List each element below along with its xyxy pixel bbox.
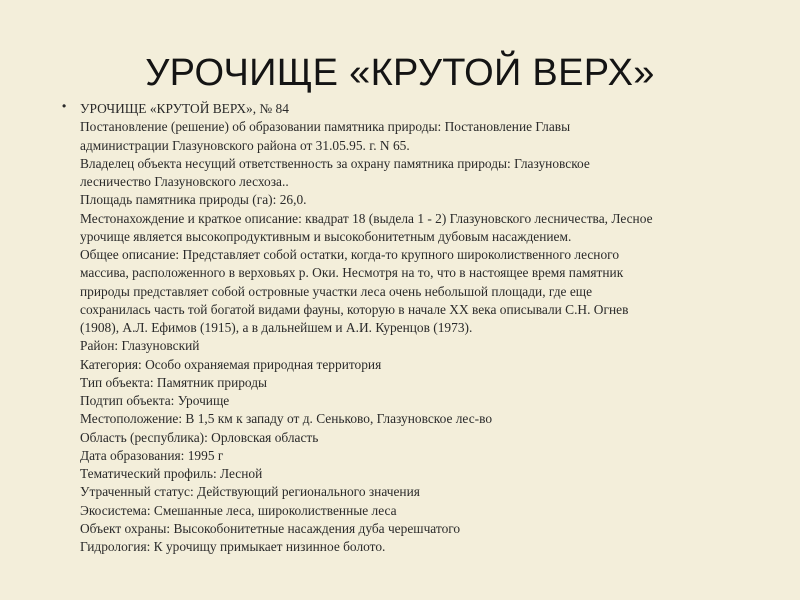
body-line-general: Общее описание: Представляет собой остатки, когда-то крупного широколиственного лесного <box>80 247 620 262</box>
slide-body <box>80 100 792 556</box>
body-line-location-desc-cont: урочище является высокопродуктивным и высокобонитетным дубовым насаждением. <box>80 228 572 244</box>
body-line-heading: УРОЧИЩЕ «КРУТОЙ ВЕРХ», № 84 <box>80 101 289 116</box>
bullet-icon: • <box>62 99 67 113</box>
body-line-area: Площадь памятника природы (га): 26,0. <box>80 192 307 208</box>
body-line-decree-cont: администрации Глазуновского района от 31.05.95. г. N 65. <box>80 137 410 153</box>
body-line-profile: Тематический профиль: Лесной <box>80 466 263 481</box>
body-line-object-subtype: Подтип объекта: Урочище <box>80 393 230 408</box>
slide-title: УРОЧИЩЕ «КРУТОЙ ВЕРХ» <box>145 52 655 94</box>
body-line-location-desc: Местонахождение и краткое описание: квадрат 18 (выдела 1 - 2) Глазуновского лесничества, Лесное <box>80 210 653 226</box>
body-line-status: Утраченный статус: Действующий регионального значения <box>80 484 420 500</box>
body-line-decree: Постановление (решение) об образовании памятника природы: Постановление Главы <box>80 119 571 135</box>
body-line-owner: Владелец объекта несущий ответственность за охрану памятника природы: Глазуновское <box>80 155 590 171</box>
body-line-district: Район: Глазуновский <box>80 338 200 354</box>
body-line-general-2: массива, расположенного в верховьях р. Оки. Несмотря на то, что в настоящее время памятник <box>80 265 624 281</box>
body-line-category: Категория: Особо охраняемая природная территория <box>80 356 382 372</box>
body-line-position: Местоположение: В 1,5 км к западу от д. Сеньково, Глазуновское лес-во <box>80 411 493 427</box>
body-line-hydrology: Гидрология: К урочищу примыкает низинное болото. <box>80 539 386 554</box>
body-line-protection-object: Объект охраны: Высокобонитетные насаждения дуба черешчатого <box>80 520 461 536</box>
body-line-general-5: (1908), А.Л. Ефимов (1915), а в дальнейшем и А.И. Куренцов (1973). <box>80 320 473 335</box>
body-line-date: Дата образования: 1995 г <box>80 447 224 463</box>
body-line-general-4: сохранилась часть той богатой видами фауны, которую в начале XX века описывали С.Н. Огнев <box>80 301 629 317</box>
body-line-ecosystem: Экосистема: Смешанные леса, широколиственные леса <box>80 502 397 518</box>
body-line-general-3: природы представляет собой островные участки леса очень небольшой площади, где еще <box>80 283 593 299</box>
body-line-owner-cont: лесничество Глазуновского лесхоза.. <box>80 174 289 189</box>
body-line-region: Область (республика): Орловская область <box>80 429 319 445</box>
body-line-object-type: Тип объекта: Памятник природы <box>80 374 268 390</box>
